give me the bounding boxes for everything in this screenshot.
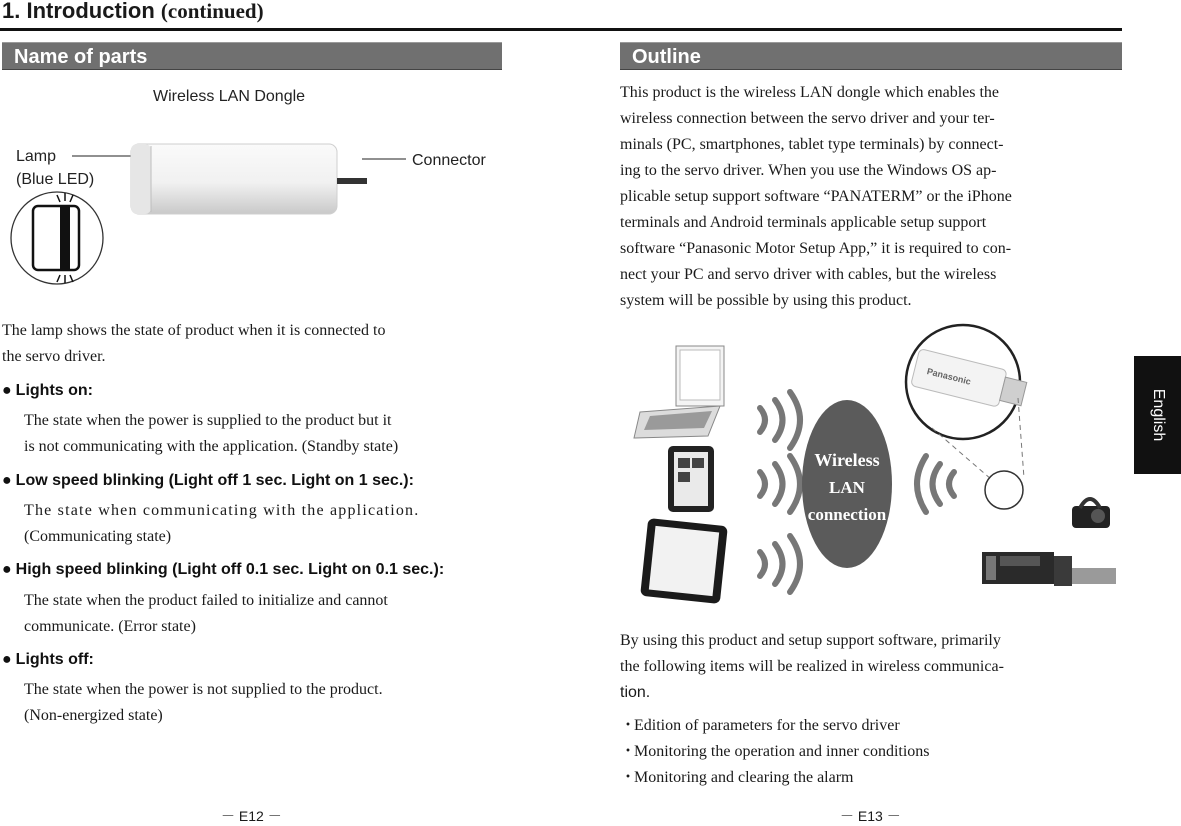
page-number-left: － E12 － — [221, 808, 282, 824]
bullet-item-alarm: ・Monitoring and clearing the alarm — [620, 765, 853, 791]
page-title-main: 1. Introduction — [2, 0, 155, 23]
bullet-item-monitoring: ・Monitoring the operation and inner conditions — [620, 739, 930, 765]
lamp-sub-label: (Blue LED) — [16, 171, 95, 188]
signal-waves-left — [760, 392, 800, 592]
lamp-intro-line-1: The lamp shows the state of product when it is connected to — [2, 322, 386, 339]
bullet-mark: ・ — [620, 717, 637, 734]
lamp-label: Lamp — [16, 148, 57, 165]
lamp-zoom-circle — [11, 192, 103, 284]
state-heading-high-speed: ● High speed blinking (Light off 0.1 sec. Light on 0.1 sec.): — [2, 561, 445, 578]
outline-line-9: system will be possible by using this product. — [620, 292, 912, 309]
outline-line-1: This product is the wireless LAN dongle which enables the — [620, 84, 1000, 101]
smartphone-image — [668, 446, 714, 512]
language-side-tab-label: English — [1149, 388, 1167, 442]
section-title-outline: Outline — [632, 46, 701, 68]
state-heading-lights-off: ● Lights off: — [2, 651, 94, 668]
section-title-name-of-parts: Name of parts — [14, 46, 148, 68]
state-desc-low-speed-2: (Communicating state) — [24, 528, 172, 545]
bullet-mark: ・ — [620, 743, 637, 760]
outline-line-4: ing to the servo driver. When you use the Windows OS ap- — [620, 162, 997, 179]
summary-line-3: tion. — [620, 684, 651, 701]
signal-waves-right — [917, 456, 954, 512]
state-heading-low-speed: ● Low speed blinking (Light off 1 sec. Light on 1 sec.): — [2, 472, 414, 489]
outline-line-6: terminals and Android terminals applicable setup support — [620, 214, 987, 231]
dongle-image — [131, 144, 367, 214]
wireless-connection-diagram — [620, 320, 1130, 610]
dongle-connector — [337, 178, 367, 184]
state-desc-high-speed-1: The state when the product failed to initialize and cannot — [24, 592, 388, 609]
servo-driver-image — [982, 552, 1116, 586]
cloud-text-line-3: connection — [807, 505, 887, 524]
section-bar-outline — [620, 42, 1122, 70]
bullet-mark: ・ — [620, 769, 637, 786]
state-desc-lights-on-2: is not communicating with the application. (Standby state) — [24, 438, 399, 455]
outline-line-7: software “Panasonic Motor Setup App,” it is required to con- — [620, 240, 1012, 257]
summary-line-2: the following items will be realized in wireless communica- — [620, 658, 1004, 675]
state-desc-low-speed-1: The state when communicating with the application. — [24, 502, 420, 519]
state-desc-high-speed-2: communicate. (Error state) — [24, 618, 196, 635]
state-desc-lights-off-1: The state when the power is not supplied to the product. — [24, 681, 383, 698]
state-heading-lights-on: ● Lights on: — [2, 382, 93, 399]
state-desc-lights-on-1: The state when the power is supplied to the product but it — [24, 412, 392, 429]
tablet-image — [640, 518, 728, 604]
dongle-location-circle — [985, 471, 1023, 509]
state-desc-lights-off-2: (Non-energized state) — [24, 707, 163, 724]
language-side-tab — [1134, 356, 1181, 474]
outline-line-8: nect your PC and servo driver with cables, but the wireless — [620, 266, 997, 283]
connector-label: Connector — [412, 152, 486, 169]
cloud-text-line-1: Wireless — [814, 450, 880, 470]
outline-line-3: minals (PC, smartphones, tablet type terminals) by connect- — [620, 136, 1004, 153]
dongle-end-cap — [131, 144, 151, 214]
section-bar-name-of-parts — [2, 42, 502, 70]
laptop-image — [634, 346, 724, 438]
page-title — [2, 0, 264, 24]
title-rule — [0, 28, 1122, 31]
figure-caption-dongle: Wireless LAN Dongle — [153, 88, 306, 105]
lamp-led — [60, 206, 70, 270]
outline-line-2: wireless connection between the servo driver and your ter- — [620, 110, 995, 127]
bullet-item-parameters: ・Edition of parameters for the servo driver — [620, 713, 900, 739]
page-number-right: － E13 － — [840, 808, 901, 824]
zoom-dashed-line-right — [1018, 398, 1024, 478]
outline-line-5: plicable setup support software “PANATERM” or the iPhone — [620, 188, 1012, 205]
servo-motor-image — [1072, 499, 1110, 528]
dongle-brand-text: Panasonic — [925, 366, 972, 387]
dongle-parts-figure — [0, 130, 502, 290]
cloud-text-line-2: LAN — [829, 478, 865, 497]
lamp-intro-line-2: the servo driver. — [2, 348, 106, 365]
page-title-continued: (continued) — [160, 0, 264, 23]
summary-line-1: By using this product and setup support software, primarily — [620, 632, 1001, 649]
